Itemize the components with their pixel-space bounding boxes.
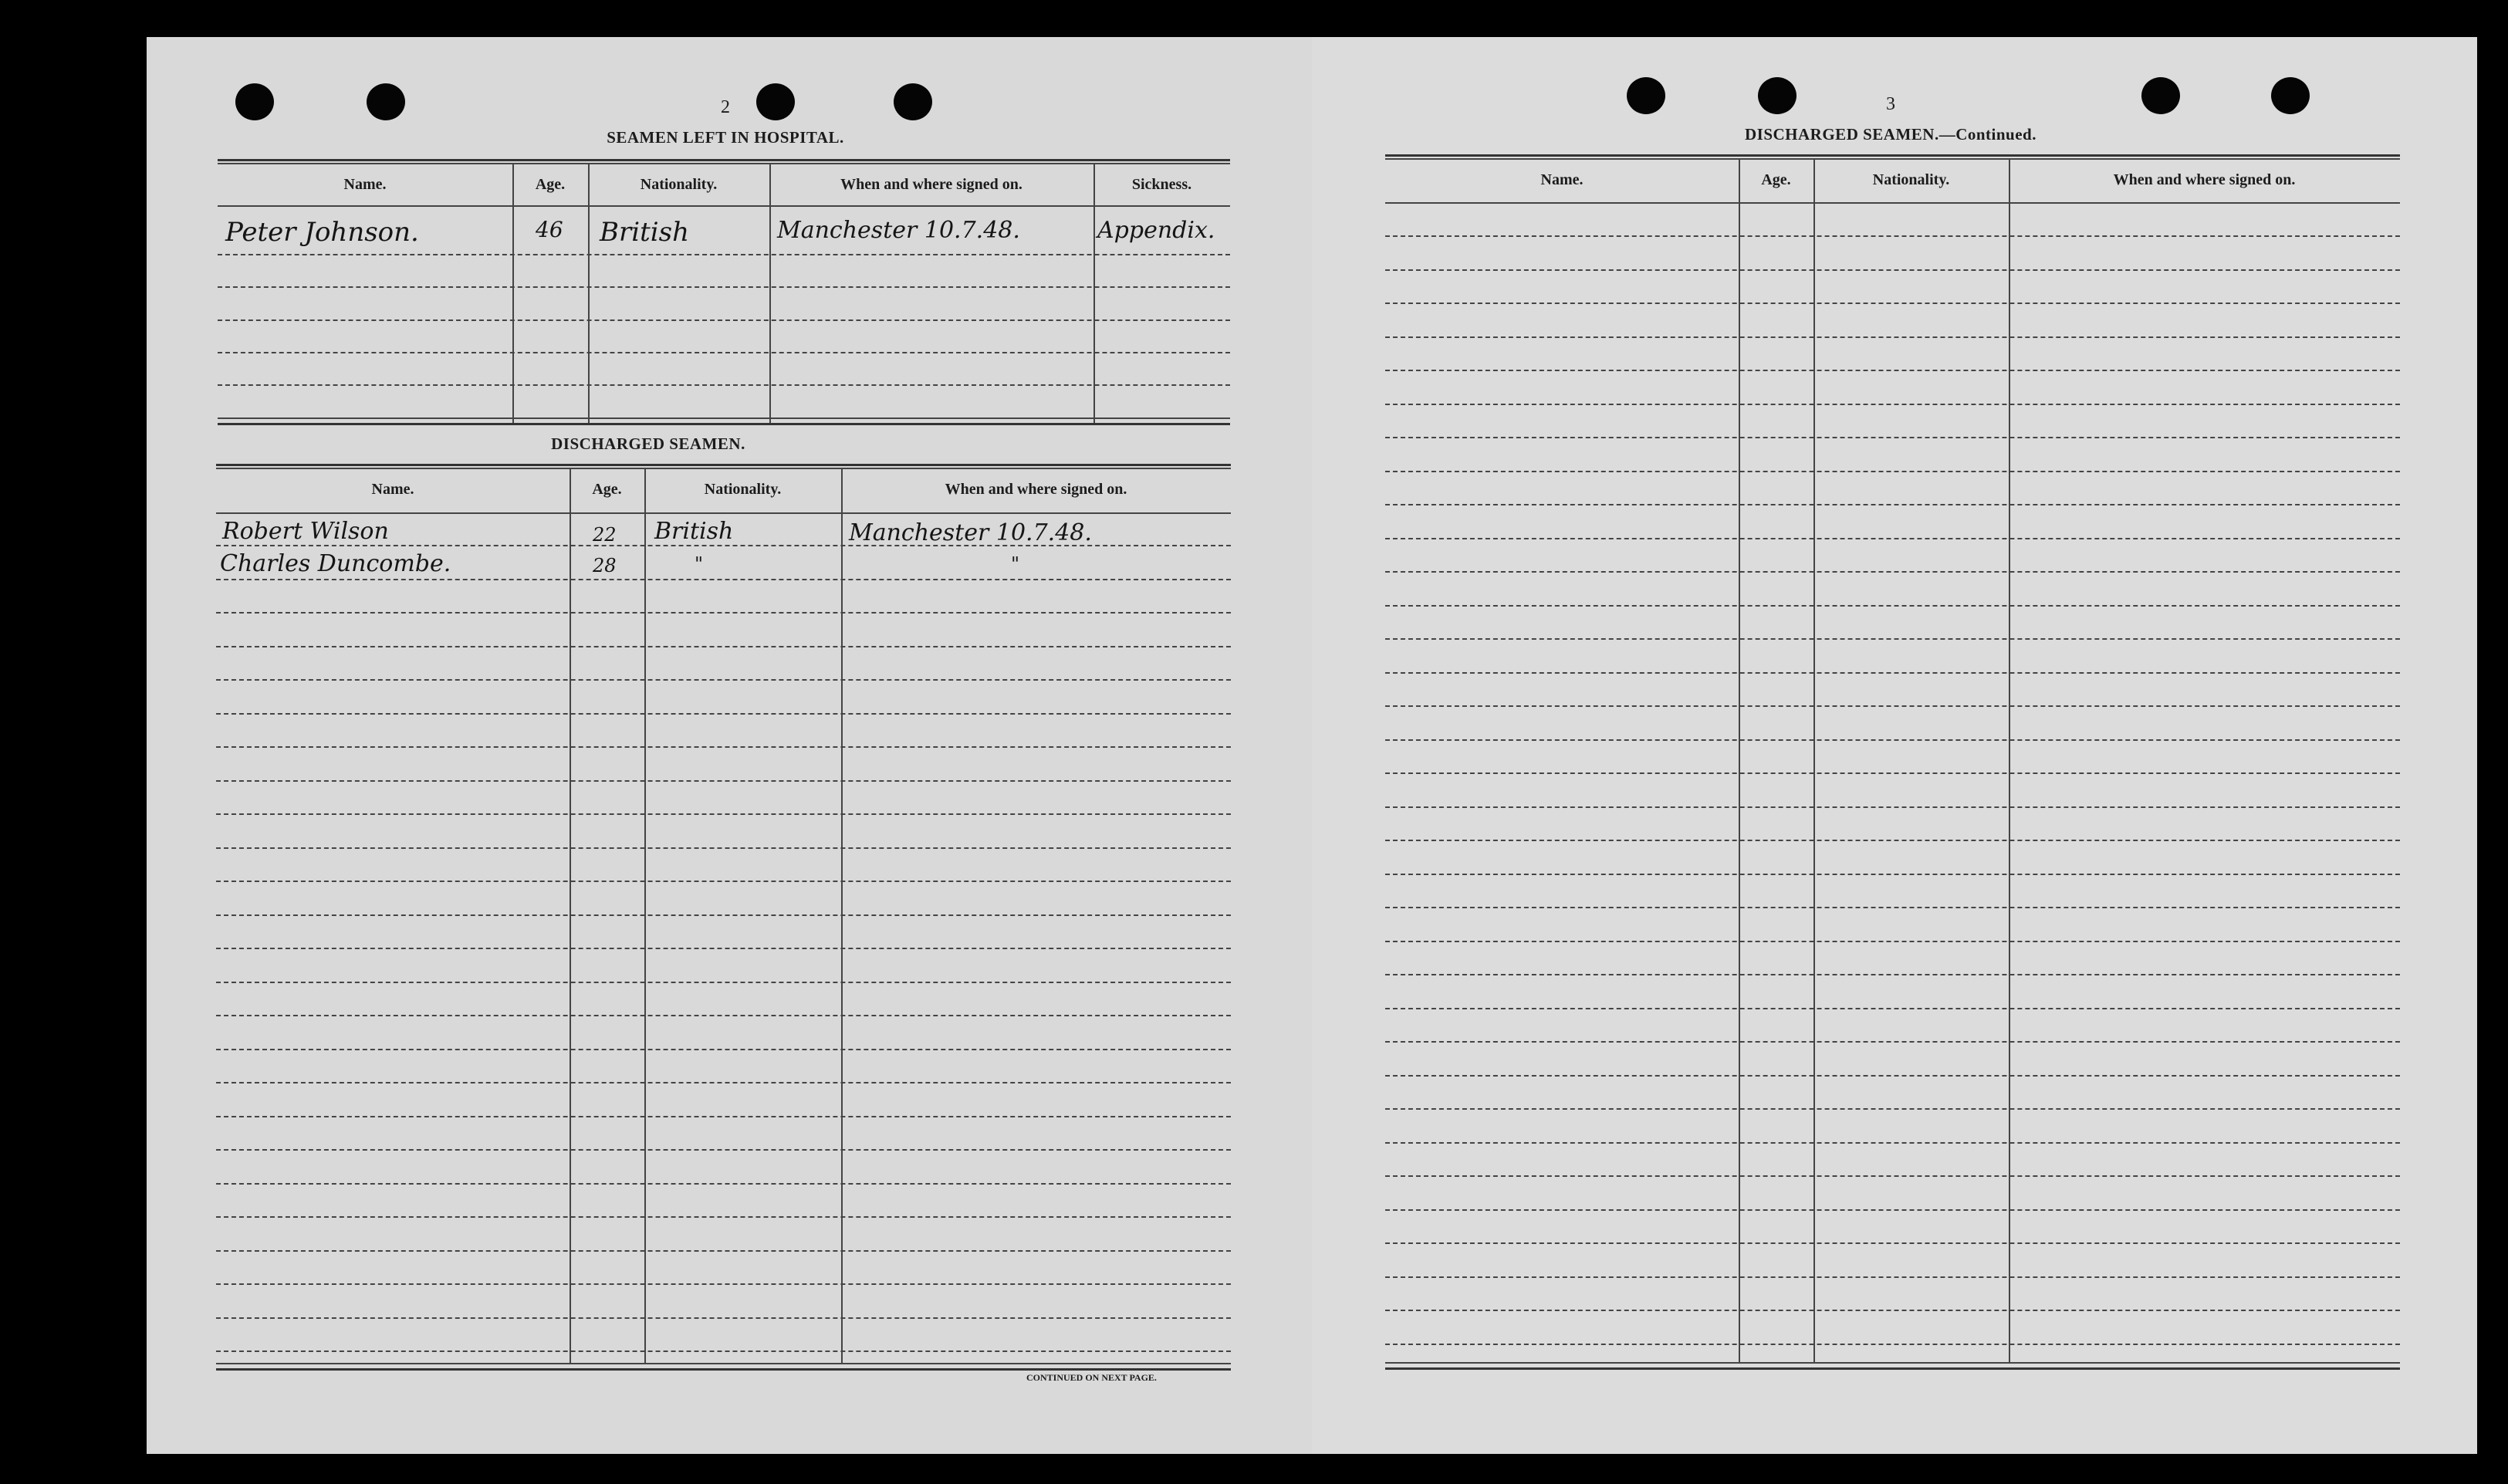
ruled-line <box>1385 1310 2400 1311</box>
ruled-line <box>216 1250 1231 1252</box>
ruled-line <box>1385 1175 2400 1177</box>
ruled-line <box>1385 235 2400 237</box>
discharged-continued-title: DISCHARGED SEAMEN.—Continued. <box>1745 125 2036 144</box>
handwritten-signed-on: Manchester 10.7.48. <box>849 519 1092 546</box>
handwritten-age: 22 <box>593 524 617 546</box>
ruled-line <box>216 914 1231 916</box>
ruled-line <box>1385 772 2400 774</box>
ruled-line <box>216 1116 1231 1117</box>
ruled-line <box>1385 538 2400 539</box>
ruled-line <box>1385 1041 2400 1043</box>
hospital-table <box>218 159 1230 429</box>
column-header: When and where signed on. <box>945 481 1127 498</box>
handwritten-signed-on: " <box>1011 553 1020 575</box>
ruled-line <box>1385 1142 2400 1144</box>
ruled-line <box>1385 672 2400 674</box>
ruled-line <box>216 1283 1231 1285</box>
punch-hole <box>894 83 932 120</box>
ruled-line <box>216 1183 1231 1185</box>
handwritten-nationality: British <box>600 217 689 248</box>
column-header: Age. <box>535 176 566 193</box>
ruled-line <box>216 612 1231 614</box>
column-header: Name. <box>343 176 387 193</box>
ruled-line <box>1385 1276 2400 1278</box>
punch-hole <box>1627 77 1665 114</box>
ruled-line <box>1385 336 2400 338</box>
hospital-section-title: SEAMEN LEFT IN HOSPITAL. <box>607 128 844 147</box>
right-page <box>1312 37 2477 1454</box>
punch-hole <box>756 83 795 120</box>
continued-footer: CONTINUED ON NEXT PAGE. <box>1026 1372 1157 1383</box>
column-header: Nationality. <box>704 481 782 498</box>
discharged-table <box>216 464 1231 1374</box>
ruled-line <box>216 1149 1231 1151</box>
ruled-line <box>1385 1108 2400 1110</box>
ruled-line <box>1385 705 2400 707</box>
column-header: When and where signed on. <box>840 176 1022 193</box>
handwritten-name: Robert Wilson <box>222 518 389 545</box>
ruled-line <box>1385 974 2400 975</box>
ruled-line <box>1385 504 2400 505</box>
ruled-line <box>1385 404 2400 405</box>
ruled-line <box>1385 840 2400 841</box>
ruled-line <box>216 1082 1231 1083</box>
ruled-line <box>1385 1008 2400 1009</box>
ruled-line <box>216 1216 1231 1218</box>
column-header: Age. <box>1761 171 1791 188</box>
handwritten-signed-on: Manchester 10.7.48. <box>777 217 1020 244</box>
ruled-line <box>1385 571 2400 573</box>
punch-hole <box>235 83 274 120</box>
ruled-line <box>216 746 1231 748</box>
ruled-line <box>216 646 1231 647</box>
column-header: When and where signed on. <box>2113 171 2296 188</box>
ruled-line <box>216 780 1231 782</box>
ruled-line <box>1385 806 2400 808</box>
ruled-line <box>216 813 1231 815</box>
ruled-line <box>216 982 1231 983</box>
punch-hole <box>1758 77 1796 114</box>
ruled-line <box>216 713 1231 715</box>
ruled-line <box>1385 1242 2400 1244</box>
ruled-line <box>1385 471 2400 472</box>
ruled-line <box>216 1350 1231 1352</box>
ruled-line <box>216 1015 1231 1016</box>
discharged-section-title: DISCHARGED SEAMEN. <box>551 434 745 453</box>
ruled-line <box>216 1317 1231 1319</box>
ruled-line <box>216 1049 1231 1050</box>
ruled-line <box>216 679 1231 681</box>
ruled-line <box>1385 370 2400 371</box>
ruled-line <box>1385 605 2400 607</box>
handwritten-age: 46 <box>536 217 563 242</box>
page-number: 3 <box>1886 94 1895 114</box>
ruled-line <box>1385 303 2400 304</box>
handwritten-name: Peter Johnson. <box>225 217 419 248</box>
column-header: Name. <box>1540 171 1584 188</box>
ruled-line <box>1385 907 2400 908</box>
ruled-line <box>216 948 1231 949</box>
column-header: Name. <box>371 481 414 498</box>
ruled-line <box>1385 874 2400 875</box>
page-number: 2 <box>721 97 730 117</box>
ruled-line <box>1385 269 2400 271</box>
punch-hole <box>367 83 405 120</box>
handwritten-name: Charles Duncombe. <box>220 550 451 577</box>
ruled-line <box>1385 437 2400 438</box>
column-header: Nationality. <box>640 176 718 193</box>
ruled-line <box>1385 941 2400 942</box>
handwritten-age: 28 <box>593 555 617 576</box>
ruled-line <box>1385 739 2400 741</box>
ruled-line <box>1385 1209 2400 1211</box>
ruled-line <box>1385 638 2400 640</box>
ruled-line <box>216 847 1231 849</box>
ruled-line <box>1385 1075 2400 1077</box>
column-header: Age. <box>592 481 622 498</box>
column-header: Nationality. <box>1872 171 1950 188</box>
handwritten-nationality: " <box>695 553 704 575</box>
handwritten-sickness: Appendix. <box>1097 217 1215 244</box>
discharged-continued-table <box>1385 154 2400 1374</box>
handwritten-nationality: British <box>654 518 734 545</box>
punch-hole <box>2271 77 2310 114</box>
ruled-line <box>216 881 1231 882</box>
column-header: Sickness. <box>1131 176 1192 193</box>
left-page <box>147 37 1320 1454</box>
ruled-line <box>216 579 1231 580</box>
punch-hole <box>2141 77 2180 114</box>
ruled-line <box>1385 1344 2400 1345</box>
